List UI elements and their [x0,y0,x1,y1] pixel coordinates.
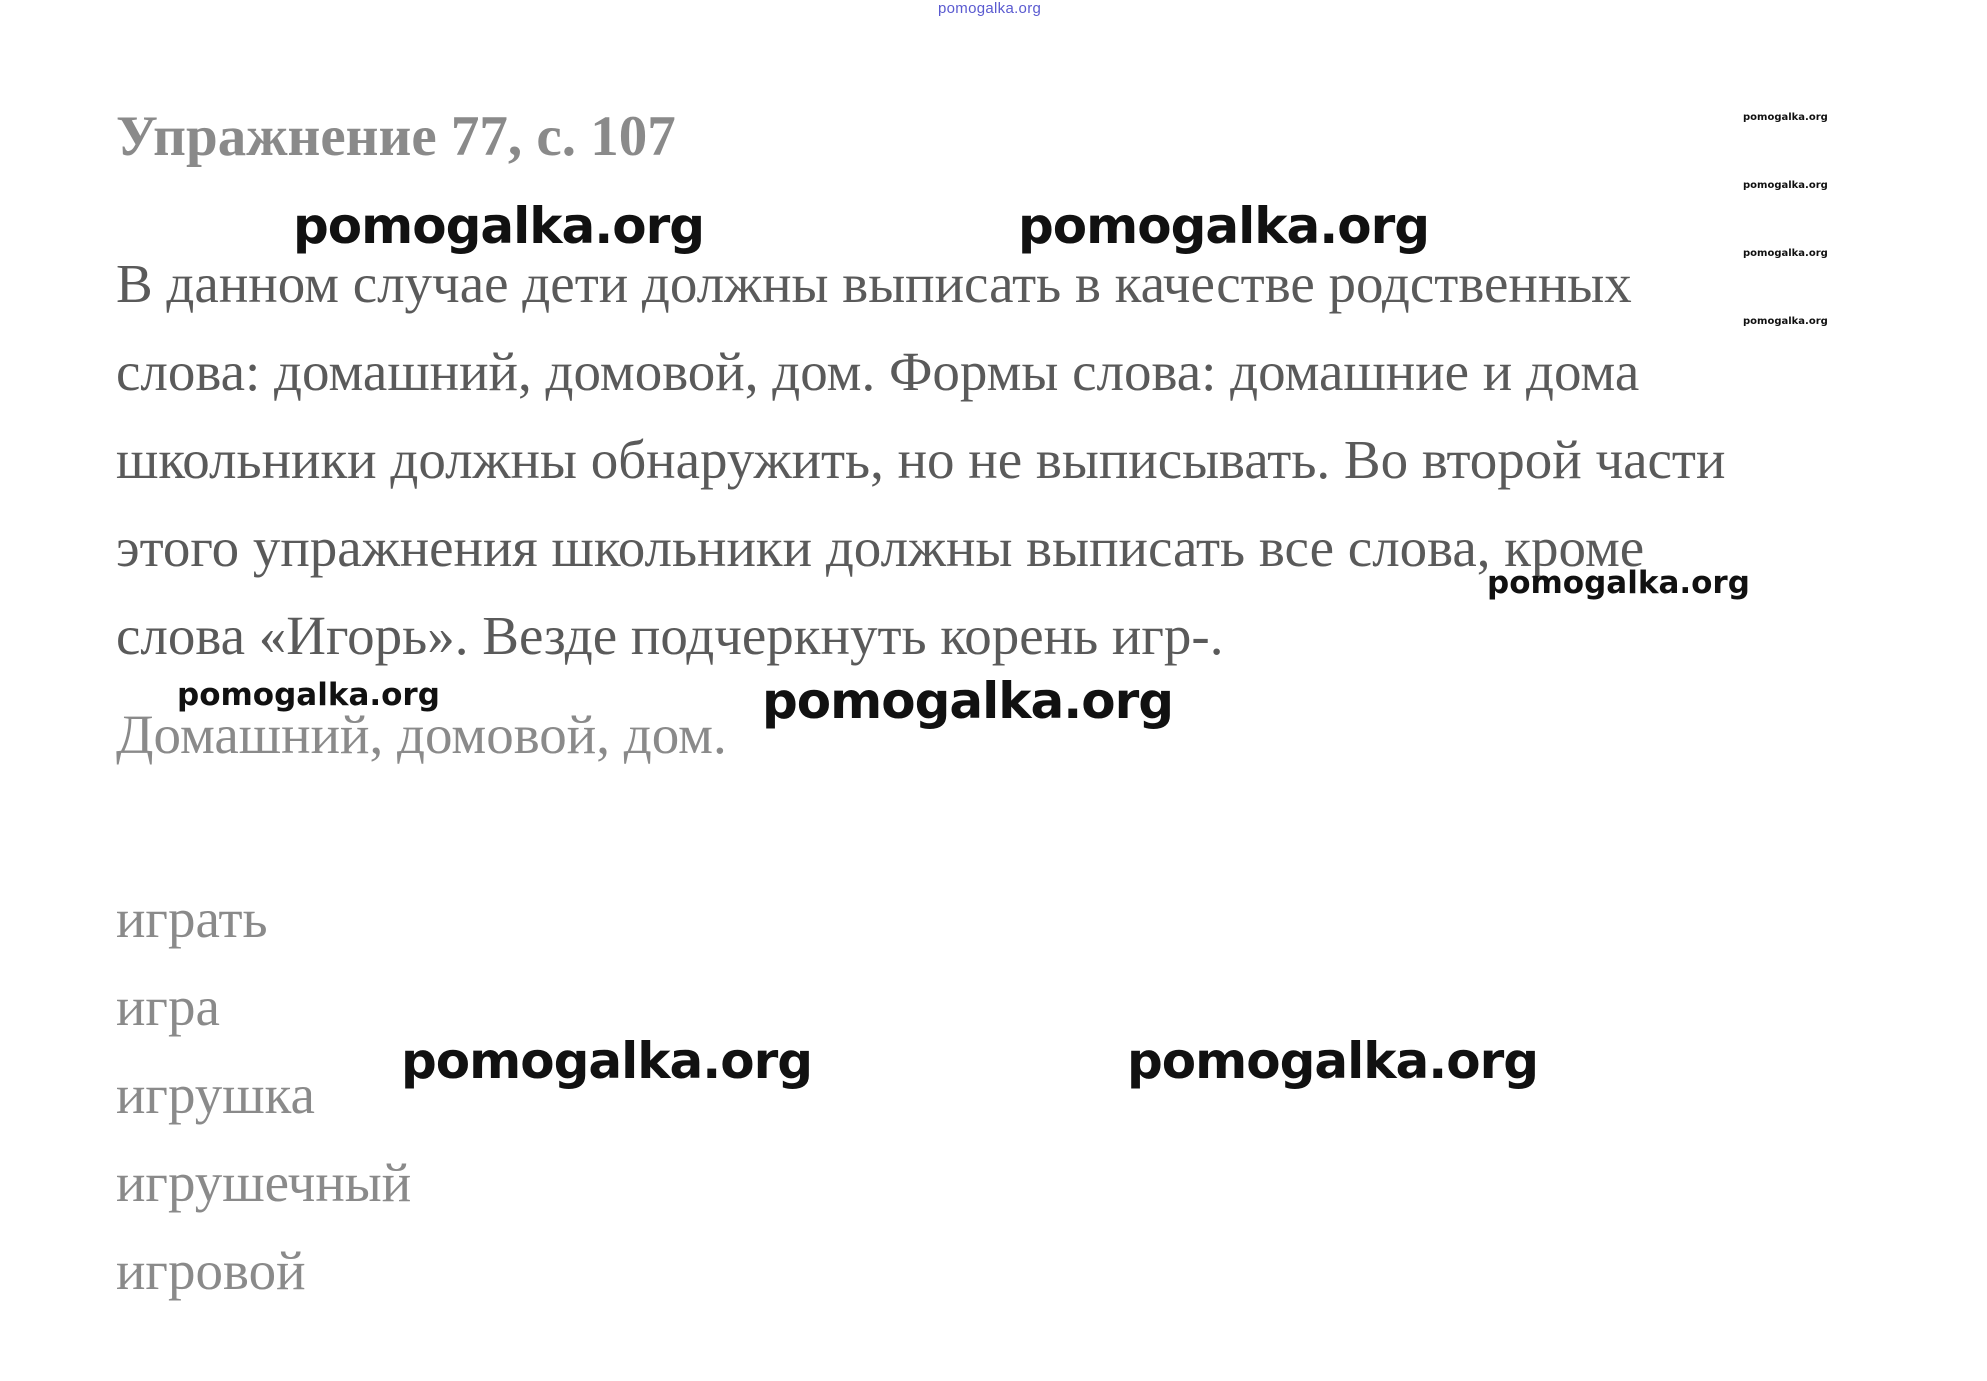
list-item: игрушечный [116,1152,412,1213]
watermark: pomogalka.org [1743,248,1828,259]
watermark: pomogalka.org [1743,112,1828,123]
list-item: игровой [116,1240,306,1301]
paragraph-line: В данном случае дети должны выписать в качестве родственных [116,253,1632,314]
exercise-title: Упражнение 77, с. 107 [116,105,676,168]
list-item: игра [116,976,220,1037]
paragraph-line: слова «Игорь». Везде подчеркнуть корень игр-. [116,605,1224,666]
list-item: игрушка [116,1064,315,1125]
answer-text: Домашний, домовой, дом. [116,704,727,765]
watermark: pomogalka.org [1127,1032,1539,1090]
watermark: pomogalka.org [762,672,1174,730]
watermark: pomogalka.org [177,677,440,713]
watermark: pomogalka.org [1018,197,1430,255]
paragraph-line: школьники должны обнаружить, но не выписывать. Во второй части [116,429,1726,490]
exercise-paragraph [116,240,1876,680]
paragraph-line: этого упражнения школьники должны выписать все слова, кроме [116,517,1645,578]
watermark: pomogalka.org [401,1032,813,1090]
word-list [116,875,411,1315]
list-item: играть [116,888,268,949]
watermark: pomogalka.org [293,197,705,255]
site-link[interactable]: pomogalka.org [938,0,1042,17]
paragraph-line: слова: домашний, домовой, дом. Формы слова: домашние и дома [116,341,1640,402]
watermark: pomogalka.org [1487,565,1750,601]
watermark: pomogalka.org [1743,180,1828,191]
watermark: pomogalka.org [1743,316,1828,327]
